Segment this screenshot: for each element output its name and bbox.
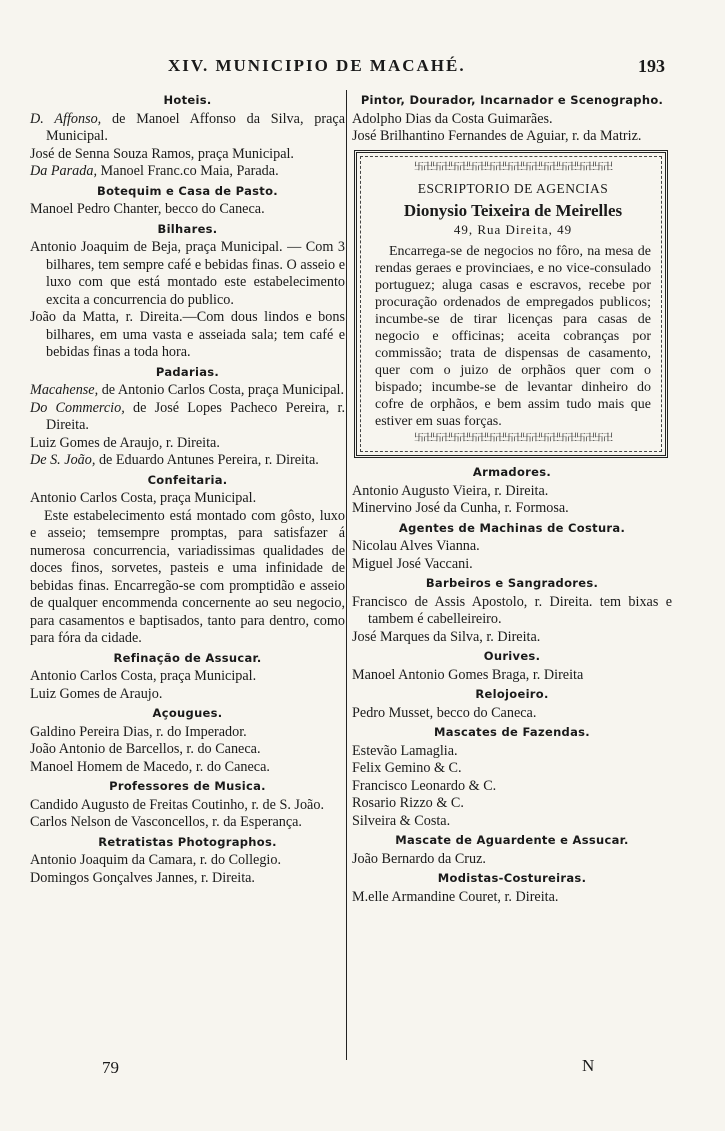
list-item: Rosario Rizzo & C. (352, 795, 464, 811)
list-item: João Bernardo da Cruz. (352, 850, 486, 867)
list-item: Candido Augusto de Freitas Coutinho, r. de S. João. (30, 796, 324, 813)
list-item: Minervino José da Cunha, r. Formosa. (352, 500, 569, 516)
section-heading: Açougues. (152, 706, 223, 720)
list-item: Antonio Augusto Vieira, r. Direita. (352, 482, 549, 499)
section-heading: Mascate de Aguardente e Assucar. (395, 833, 629, 847)
list-item: Carlos Nelson de Vasconcellos, r. da Esperança. (30, 814, 302, 830)
list-item: Galdino Pereira Dias, r. do Imperador. (30, 723, 247, 740)
list-item: José de Senna Souza Ramos, praça Municipal. (30, 145, 294, 162)
list-item: De S. João, de Eduardo Antunes Pereira, r. Direita. (30, 452, 319, 468)
list-item: Macahense, de Antonio Carlos Costa, praça Municipal. (30, 382, 345, 398)
section-heading: Armadores. (472, 465, 552, 479)
section-heading: Relojoeiro. (475, 687, 549, 701)
list-item: Antonio Carlos Costa, praça Municipal. (30, 668, 257, 684)
section-heading: Agentes de Machinas de Costura. (398, 520, 626, 535)
section-heading: Mascates de Fazendas. (434, 725, 590, 739)
list-item: Manoel Pedro Chanter, becco do Caneca. (30, 201, 265, 217)
list-item: Do Commercio, de José Lopes Pacheco Pereira, r. Direita. (30, 399, 345, 433)
advertisement-box (354, 150, 668, 459)
section-heading: Confeitaria. (147, 472, 228, 487)
list-item: Manoel Homem de Macedo, r. do Caneca. (30, 758, 270, 775)
right-column (352, 90, 672, 906)
footer-signature-number: 79 (102, 1058, 119, 1077)
ad-agency: ESCRIPTORIO DE AGENCIAS (417, 181, 609, 196)
list-item: Estevão Lamaglia. (352, 742, 458, 759)
section-heading: Ourives. (483, 649, 541, 663)
page-number: 193 (638, 56, 665, 76)
list-item: Antonio Joaquim da Camara, r. do Collegio. (30, 852, 282, 868)
ad-name: Dionysio Teixeira de Meirelles (403, 200, 623, 220)
ad-body: Encarrega-se de negocios no fôro, na mesa de rendas geraes e provinciaes, e no vice-consulado portuguez; aluga casas e escravos, recebe por procuração ordenados de empregados publicos; incumbe-se de tirar licenças para casas de negocio e officinas; aceita cobranças por commissão; trata de dispensas de casamento, quer com o juizo de orphãos quer com o bispado; incumbe-se de levantar dinheiro do cofre de orphãos, e bem assim tudo mais que estiver em suas forças. (375, 243, 651, 429)
greek-key-border-icon: 卐卍卐卍卐卍卐卍卐卍卐卍卐卍卐卍卐卍卐卍卐卍 (414, 432, 612, 444)
list-item: João Antonio de Barcellos, r. do Caneca. (30, 741, 261, 757)
ad-address: 49, Rua Direita, 49 (453, 222, 573, 237)
section-heading: Hoteis. (163, 93, 212, 107)
list-item: Francisco Leonardo & C. (352, 777, 497, 794)
list-item: José Marques da Silva, r. Direita. (352, 628, 541, 645)
greek-key-border-icon: 卐卍卐卍卐卍卐卍卐卍卐卍卐卍卐卍卐卍卐卍卐卍 (414, 161, 612, 173)
left-column (30, 90, 345, 887)
list-item: José Brilhantino Fernandes de Aguiar, r. da Matriz. (352, 128, 642, 144)
list-item: Francisco de Assis Apostolo, r. Direita. tem bixas e tambem é cabelleireiro. (352, 593, 672, 627)
section-heading: Botequim e Casa de Pasto. (97, 183, 278, 198)
page-title: XIV. MUNICIPIO DE MACAHÉ. (168, 56, 466, 75)
list-item: Felix Gemino & C. (352, 760, 462, 776)
list-item: Miguel José Vaccani. (352, 555, 473, 572)
list-item: João da Matta, r. Direita.—Com dous lindos e bons bilhares, em uma vasta e asseiada sala; tem café e bebidas finas a toda hora. (30, 309, 345, 360)
section-heading: Pintor, Dourador, Incarnador e Scenographo. (360, 93, 664, 107)
section-heading: Bilhares. (157, 221, 218, 236)
list-item: Antonio Joaquim de Beja, praça Municipal. — Com 3 bilhares, tem sempre café e bebidas finas. O asseio e luxo com que está montado este estabelecimento excita a concurrencia do publico. (30, 239, 345, 308)
list-item: Luiz Gomes de Araujo, r. Direita. (30, 434, 220, 451)
page-header (0, 56, 725, 82)
paragraph: Este estabelecimento está montado com gôsto, luxo e asseio; temsempre promptas, para satisfazer á numerosa concurrencia, variadissimas qualidades de doces finos, sorvetes, pasteis e uma infinidade de bebidas finas. Encarregão-se com promptidão e asseio de qualquer encommenda concernente ao seu negocio, para casamentos e baptisados, tanto para dentro, como para fóra da cidade. (30, 507, 345, 646)
list-item: M.elle Armandine Couret, r. Direita. (352, 888, 559, 905)
section-heading: Professores de Musica. (109, 779, 266, 793)
list-item: Da Parada, Manoel Franc.co Maia, Parada. (30, 163, 279, 179)
list-item: Adolpho Dias da Costa Guimarães. (352, 110, 553, 127)
list-item: Domingos Gonçalves Jannes, r. Direita. (30, 869, 255, 886)
list-item: D. Affonso, de Manoel Affonso da Silva, praça Municipal. (30, 110, 346, 144)
footer-signature-letter: N (582, 1056, 595, 1075)
list-item: Luiz Gomes de Araujo. (30, 685, 163, 702)
list-item: Pedro Musset, becco do Caneca. (352, 704, 537, 721)
list-item: Nicolau Alves Vianna. (352, 538, 480, 554)
section-heading: Retratistas Photographos. (98, 834, 277, 849)
column-divider (346, 90, 347, 1060)
section-heading: Refinação de Assucar. (113, 650, 262, 665)
list-item: Silveira & Costa. (352, 812, 451, 829)
list-item: Manoel Antonio Gomes Braga, r. Direita (352, 666, 584, 683)
list-item: Antonio Carlos Costa, praça Municipal. (30, 490, 257, 506)
section-heading: Barbeiros e Sangradores. (425, 576, 599, 590)
section-heading: Modistas-Costureiras. (437, 871, 587, 885)
section-heading: Padarias. (155, 364, 220, 379)
